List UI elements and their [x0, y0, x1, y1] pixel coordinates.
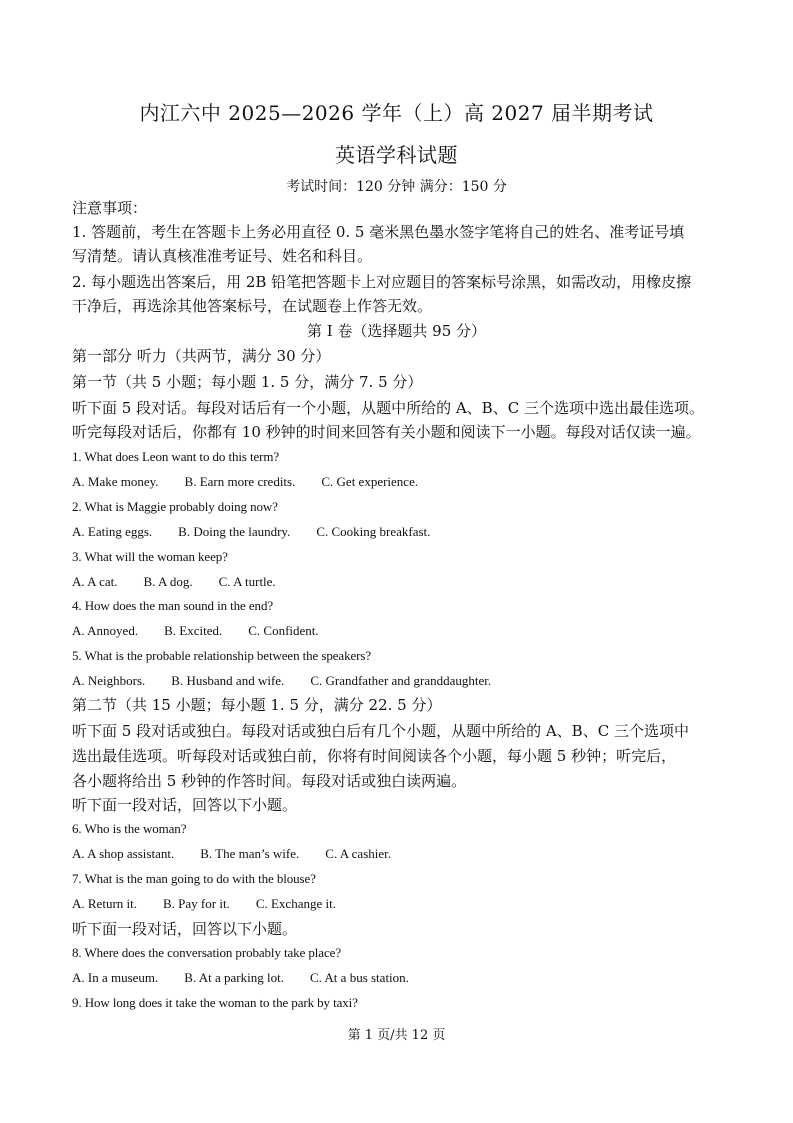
- option-c: C. Grandfather and granddaughter.: [310, 673, 492, 688]
- options-3: [72, 574, 276, 590]
- question-6: 6. Who is the woman?: [72, 821, 187, 836]
- question-5: 5. What is the probable relationship between the speakers?: [72, 648, 371, 663]
- options-8: [72, 970, 409, 986]
- option-b: B. A dog.: [143, 574, 193, 589]
- option-a: A. A shop assistant.: [72, 846, 175, 861]
- subject-title: 英语学科试题: [335, 143, 458, 167]
- options-5: [72, 673, 491, 689]
- options-4: [72, 623, 319, 639]
- option-c: C. Get experience.: [321, 474, 419, 489]
- section2-heading: 第二节（共 15 小题；每小题 1. 5 分，满分 22. 5 分）: [72, 696, 442, 714]
- exam-info: 考试时间：120 分钟 满分：150 分: [286, 179, 507, 195]
- section2-instruction-line-1: 听下面 5 段对话或独白。每段对话或独白后有几个小题，从题中所给的 A、B、C 三个选项中: [72, 722, 689, 740]
- section1-instruction-line-1: 听下面 5 段对话。每段对话后有一个小题，从题中所给的 A、B、C 三个选项中选出最佳选项。: [72, 399, 704, 417]
- option-a: A. Neighbors.: [72, 673, 146, 688]
- options-6: [72, 846, 391, 862]
- question-4: 4. How does the man sound in the end?: [72, 598, 274, 613]
- option-b: B. The man’s wife.: [200, 846, 300, 861]
- part1-heading: 第一部分 听力（共两节，满分 30 分）: [72, 347, 331, 365]
- question-7: 7. What is the man going to do with the blouse?: [72, 871, 316, 886]
- options-7: [72, 896, 336, 912]
- section1-heading: 第一节（共 5 小题；每小题 1. 5 分，满分 7. 5 分）: [72, 373, 423, 391]
- option-c: C. Cooking breakfast.: [316, 524, 431, 539]
- options-2: [72, 524, 430, 540]
- note-1-line-2: 写清楚。请认真核准准考证号、姓名和科目。: [72, 247, 373, 265]
- question-9: 9. How long does it take the woman to the park by taxi?: [72, 995, 358, 1010]
- question-2: 2. What is Maggie probably doing now?: [72, 499, 278, 514]
- option-a: A. Annoyed.: [72, 623, 139, 638]
- note-2-line-2: 干净后，再选涂其他答案标号，在试题卷上作答无效。: [72, 297, 433, 315]
- option-b: B. Excited.: [164, 623, 223, 638]
- volume-heading: 第 I 卷（选择题共 95 分）: [306, 322, 487, 340]
- note-2-line-1: 2. 每小题选出答案后，用 2B 铅笔把答题卡上对应题目的答案标号涂黑，如需改动，用橡皮擦: [72, 273, 692, 291]
- option-c: C. A cashier.: [325, 846, 391, 861]
- page-footer: 第 1 页/共 12 页: [347, 1028, 446, 1043]
- option-c: C. Exchange it.: [255, 896, 336, 911]
- listen-prompt: 听下面一段对话，回答以下小题。: [72, 920, 298, 938]
- notes-heading: 注意事项：: [72, 199, 148, 217]
- option-b: B. Pay for it.: [163, 896, 230, 911]
- option-a: A. Eating eggs.: [72, 524, 153, 539]
- option-b: B. Doing the laundry.: [178, 524, 291, 539]
- question-8: 8. Where does the conversation probably take place?: [72, 945, 341, 960]
- question-3: 3. What will the woman keep?: [72, 549, 228, 564]
- listen-prompt: 听下面一段对话，回答以下小题。: [72, 796, 298, 814]
- option-c: C. At a bus station.: [309, 970, 409, 985]
- option-b: B. At a parking lot.: [184, 970, 284, 985]
- option-c: C. Confident.: [248, 623, 319, 638]
- option-a: A. A cat.: [72, 574, 118, 589]
- options-1: [72, 474, 418, 490]
- section1-instruction-line-2: 听完每段对话后，你都有 10 秒钟的时间来回答有关小题和阅读下一小题。每段对话仅读一遍。: [72, 423, 701, 441]
- section2-instruction-line-2: 选出最佳选项。听每段对话或独白前，你将有时间阅读各个小题，每小题 5 秒钟；听完后，: [72, 747, 677, 765]
- option-b: B. Earn more credits.: [184, 474, 296, 489]
- section2-instruction-line-3: 各小题将给出 5 秒钟的作答时间。每段对话或独白读两遍。: [72, 772, 467, 790]
- note-1-line-1: 1. 答题前，考生在答题卡上务必用直径 0. 5 毫米黑色墨水签字笔将自己的姓名、准考证号填: [72, 223, 685, 241]
- option-b: B. Husband and wife.: [171, 673, 285, 688]
- option-a: A. Make money.: [72, 474, 159, 489]
- question-1: 1. What does Leon want to do this term?: [72, 449, 280, 464]
- option-c: C. A turtle.: [218, 574, 276, 589]
- option-a: A. In a museum.: [72, 970, 159, 985]
- exam-title: 内江六中 2025—2026 学年（上）高 2027 届半期考试: [139, 101, 654, 125]
- option-a: A. Return it.: [72, 896, 137, 911]
